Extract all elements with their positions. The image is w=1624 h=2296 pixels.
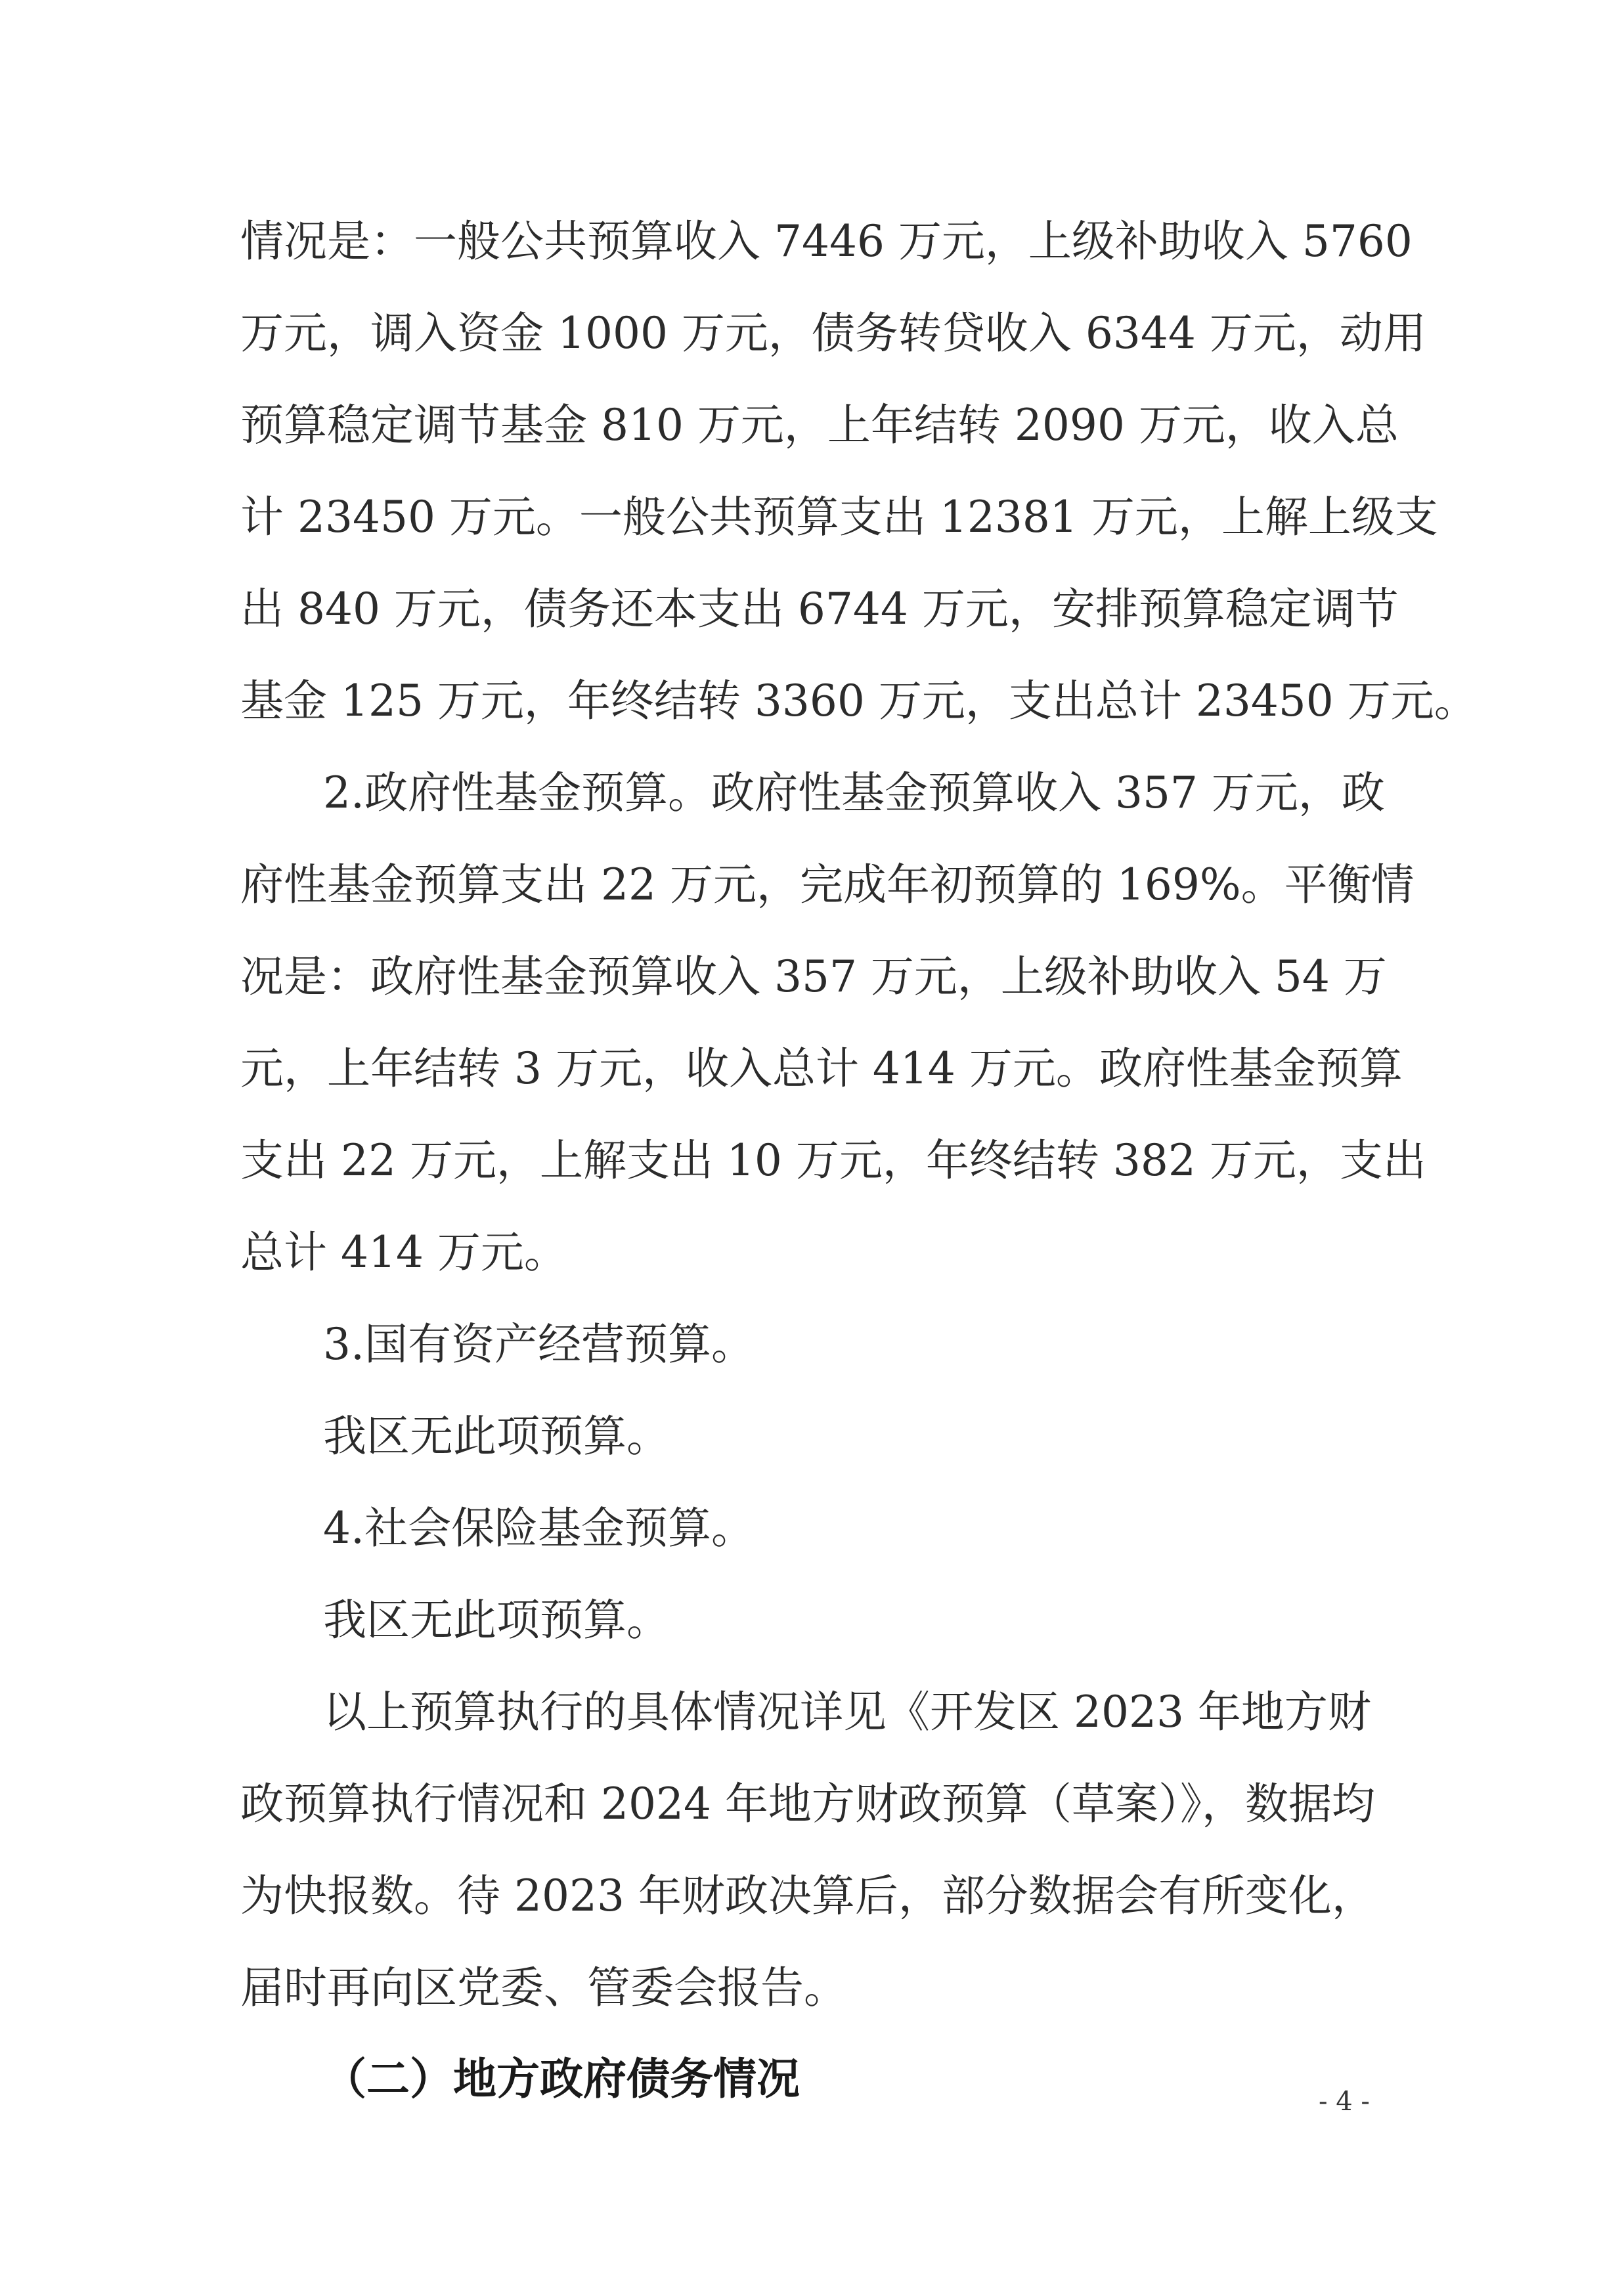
- text-line: 情况是：一般公共预算收入 7446 万元，上级补助收入 5760: [240, 216, 1413, 267]
- text-line: 元，上年结转 3 万元，收入总计 414 万元。政府性基金预算: [240, 1043, 1403, 1094]
- page-number: - 4 -: [1319, 2087, 1370, 2117]
- text-line: 为快报数。待 2023 年财政决算后，部分数据会有所变化，: [240, 1871, 1375, 1921]
- text-line: 基金 125 万元，年终结转 3360 万元，支出总计 23450 万元。: [240, 676, 1478, 726]
- text-line: 政预算执行情况和 2024 年地方财政预算（草案）》，数据均: [240, 1779, 1375, 1829]
- text-line: 出 840 万元，债务还本支出 6744 万元，安排预算稳定调节: [240, 584, 1399, 634]
- text-line: 总计 414 万元。: [240, 1227, 567, 1278]
- text-line: 我区无此项预算。: [323, 1411, 670, 1462]
- section-item-heading: 4.社会保险基金预算。: [323, 1503, 755, 1553]
- text-line: 万元，调入资金 1000 万元，债务转贷收入 6344 万元，动用: [240, 308, 1426, 358]
- text-line: 届时再向区党委、管委会报告。: [240, 1962, 847, 2013]
- text-line: 2.政府性基金预算。政府性基金预算收入 357 万元，政: [323, 768, 1385, 818]
- text-line: 预算稳定调节基金 810 万元，上年结转 2090 万元，收入总: [240, 400, 1399, 450]
- text-line: 况是：政府性基金预算收入 357 万元，上级补助收入 54 万: [240, 951, 1387, 1002]
- section-heading: （二）地方政府债务情况: [323, 2053, 800, 2104]
- text-line: 计 23450 万元。一般公共预算支出 12381 万元，上解上级支: [240, 492, 1438, 542]
- text-line: 我区无此项预算。: [323, 1595, 670, 1645]
- text-line: 府性基金预算支出 22 万元，完成年初预算的 169%。平衡情: [240, 859, 1415, 910]
- section-item-heading: 3.国有资产经营预算。: [323, 1319, 755, 1370]
- text-line: 以上预算执行的具体情况详见《开发区 2023 年地方财: [323, 1687, 1371, 1737]
- text-line: 支出 22 万元，上解支出 10 万元，年终结转 382 万元，支出: [240, 1135, 1426, 1186]
